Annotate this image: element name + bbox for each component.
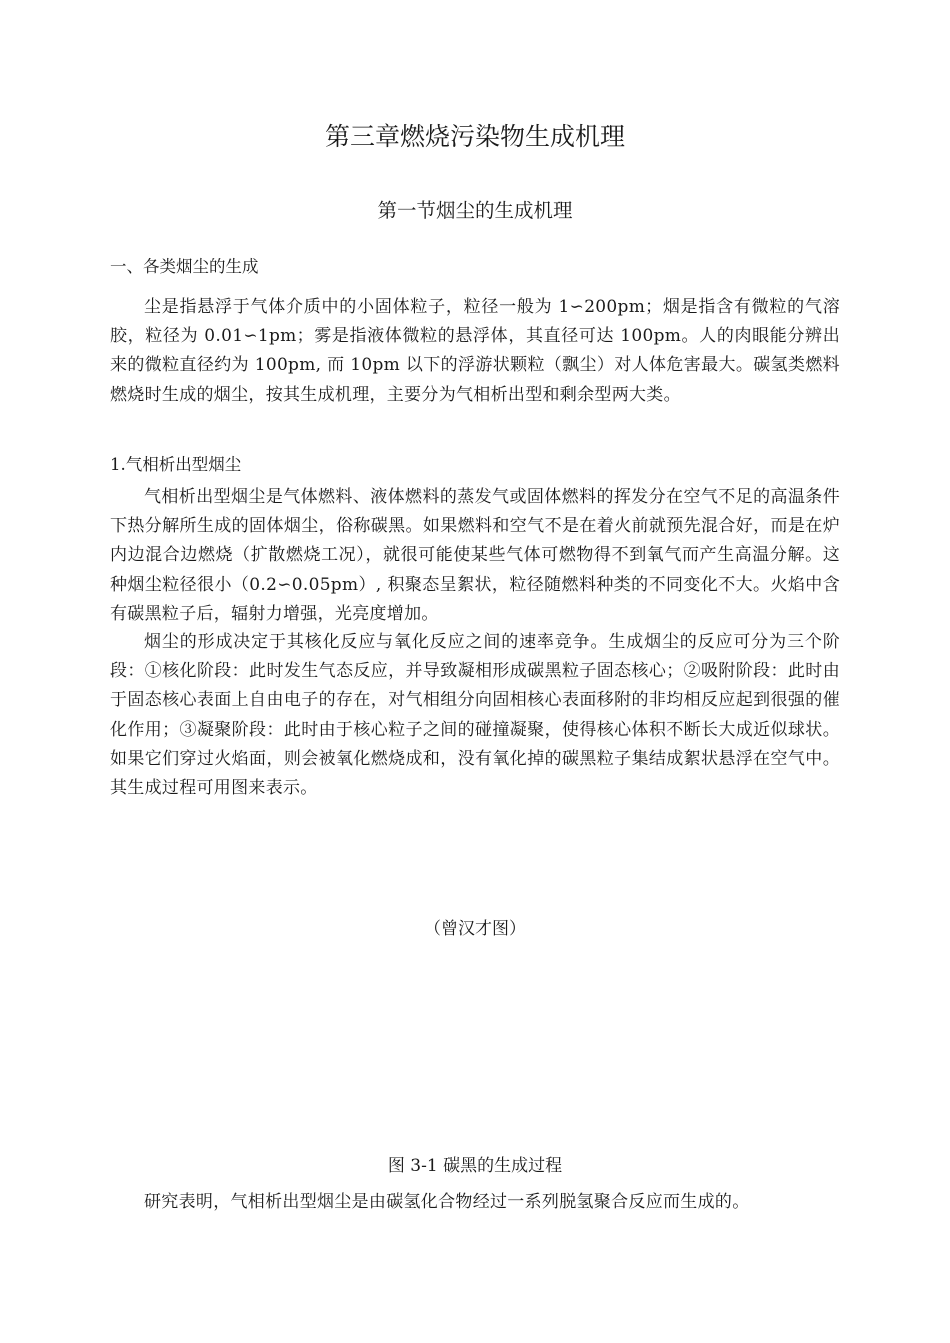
figure-caption: 图 3-1 碳黑的生成过程 — [387, 1156, 563, 1176]
paragraph-gas-phase-soot: 气相析出型烟尘是气体燃料、液体燃料的蒸发气或固体燃料的挥发分在空气不足的高温条件下热分解所生成的固体烟尘，俗称碳黑。如果燃料和空气不是在着火前就预先混合好，而是在炉内边混合边燃烧（扩散燃烧工况），就很可能使某些气体可燃物得不到氧气而产生高温分解。这种烟尘粒径很小（0.2∽0.05pm）, 积聚态呈絮状，粒径随燃料种类的不同变化不大。火焰中含有碳黑粒子后，辐射力增强，光亮度增加。 — [110, 487, 840, 624]
heading-soot-types: 一、各类烟尘的生成 — [110, 257, 259, 276]
paragraph-research-conclusion: 研究表明，气相析出型烟尘是由碳氢化合物经过一系列脱氢聚合反应而生成的。 — [144, 1192, 750, 1212]
paragraph-soot-formation-stages: 烟尘的形成决定于其核化反应与氧化反应之间的速率竞争。生成烟尘的反应可分为三个阶段：①核化阶段：此时发生气态反应，并导致凝相形成碳黑粒子固态核心；②吸附阶段：此时由于固态核心表面上自由电子的存在，对气相组分向固相核心表面移附的非均相反应起到很强的催化作用；③凝聚阶段：此时由于核心粒子之间的碰撞凝聚，使得核心体积不断长大成近似球状。如果它们穿过火焰面，则会被氧化燃烧成和，没有氧化掉的碳黑粒子集结成絮状悬浮在空气中。其生成过程可用图来表示。 — [110, 632, 840, 799]
section-title: 第一节烟尘的生成机理 — [377, 199, 573, 222]
chapter-title: 第三章燃烧污染物生成机理 — [324, 122, 625, 151]
heading-gas-phase-soot: 1.气相析出型烟尘 — [110, 455, 242, 474]
figure-credit: （曾汉才图） — [424, 919, 526, 939]
paragraph-dust-definitions: 尘是指悬浮于气体介质中的小固体粒子，粒径一般为 1∽200pm；烟是指含有微粒的气溶胶，粒径为 0.01∽1pm；雾是指液体微粒的悬浮体，其直径可达 100pm。人的肉眼能分辨出来的微粒直径约为 100pm, 而 10pm 以下的浮游状颗粒（飘尘）对人体危害最大。碳氢类燃料燃烧时生成的烟尘，按其生成机理，主要分为气相析出型和剩余型两大类。 — [110, 297, 840, 405]
figure-placeholder — [110, 808, 840, 1148]
